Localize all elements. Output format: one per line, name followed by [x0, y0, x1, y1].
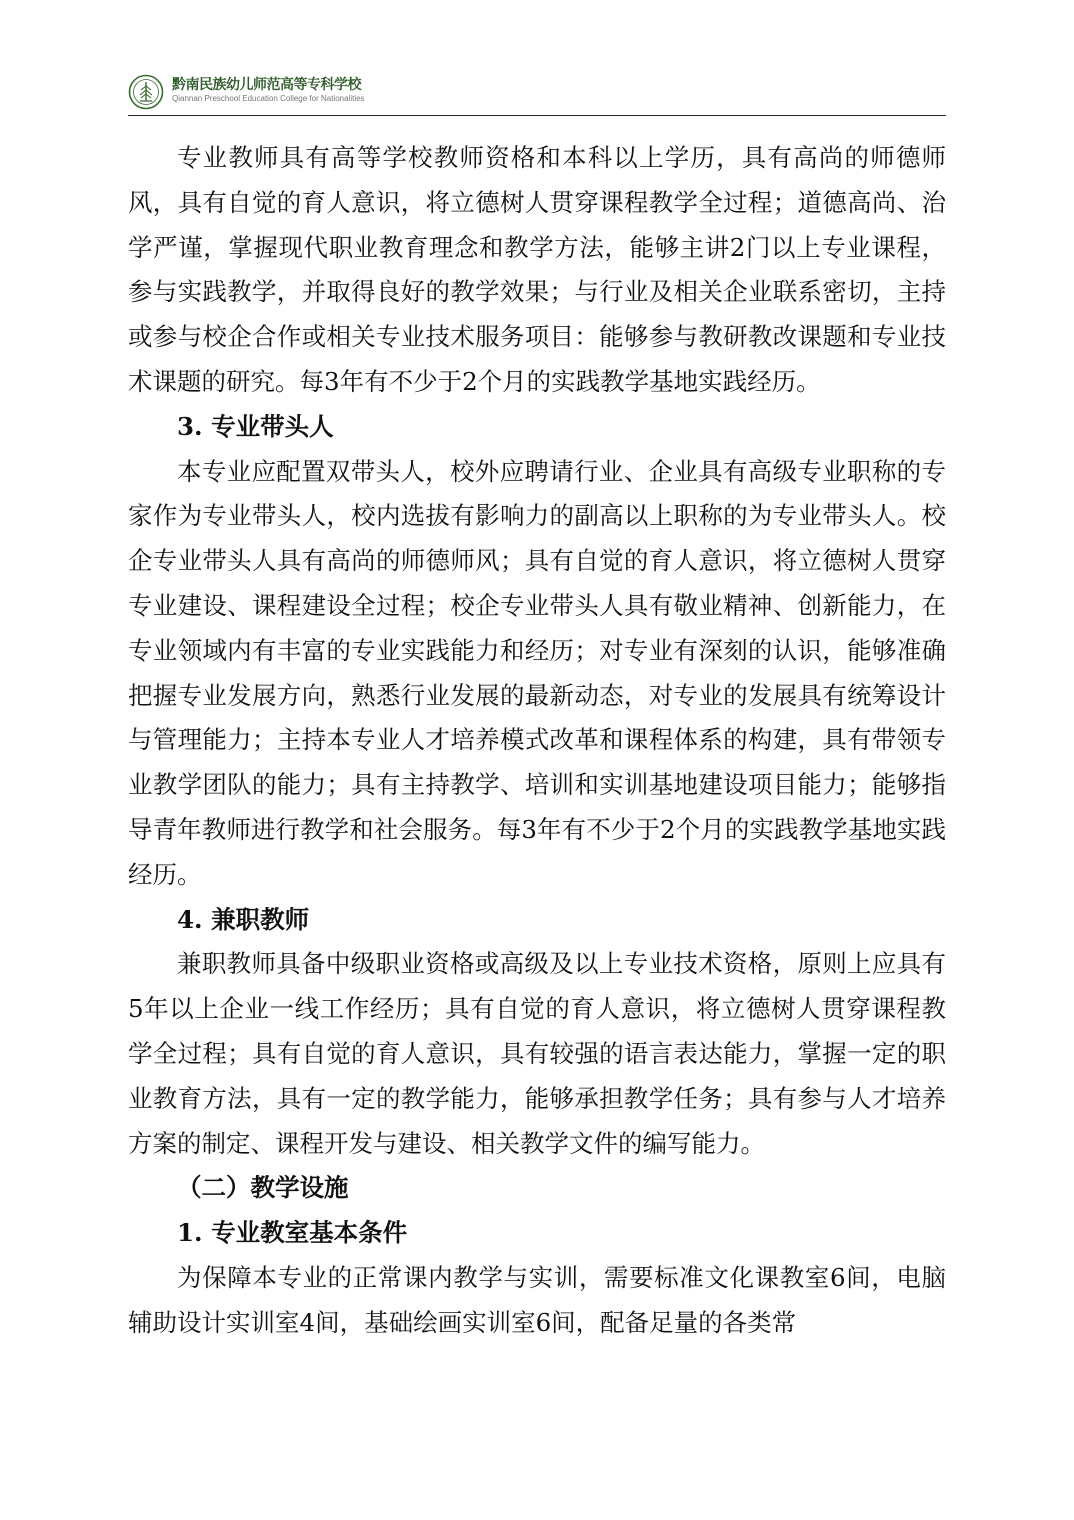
heading-parttime: 4. 兼职教师 — [177, 904, 310, 934]
heading-facilities: （二）教学设施 — [177, 1173, 349, 1203]
school-name-en: Qiannan Preschool Education College for Nationalities — [172, 94, 365, 103]
document-body — [128, 136, 946, 1346]
heading-leader: 3. 专业带头人 — [177, 411, 334, 441]
header-divider — [128, 115, 946, 116]
heading-classroom: 1. 专业教室基本条件 — [177, 1218, 408, 1248]
paragraph-teachers: 专业教师具有高等学校教师资格和本科以上学历，具有高尚的师德师风，具有自觉的育人意识，将立德树人贯穿课程教学全过程；道德高尚、治学严谨，掌握现代职业教育理念和教学方法，能够主讲2门以上专业课程，参与实践教学，并取得良好的教学效果；与行业及相关企业联系密切，主持或参与校企合作或相关专业技术服务项目：能够参与教研教改课题和专业技术课题的研究。每3年有不少于2个月的实践教学基地实践经历。 — [128, 143, 946, 396]
paragraph-leader: 本专业应配置双带头人，校外应聘请行业、企业具有高级专业职称的专家作为专业带头人，校内选拔有影响力的副高以上职称的为专业带头人。校企专业带头人具有高尚的师德师风；具有自觉的育人意识，将立德树人贯穿专业建设、课程建设全过程；校企专业带头人具有敬业精神、创新能力，在专业领域内有丰富的专业实践能力和经历；对专业有深刻的认识，能够准确把握专业发展方向，熟悉行业发展的最新动态，对专业的发展具有统筹设计与管理能力；主持本专业人才培养模式改革和课程体系的构建，具有带领专业教学团队的能力；具有主持教学、培训和实训基地建设项目能力；能够指导青年教师进行教学和社会服务。每3年有不少于2个月的实践教学基地实践经历。 — [128, 456, 946, 889]
paragraph-parttime: 兼职教师具备中级职业资格或高级及以上专业技术资格，原则上应具有5年以上企业一线工作经历；具有自觉的育人意识，将立德树人贯穿课程教学全过程；具有自觉的育人意识，具有较强的语言表达能力，掌握一定的职业教育方法，具有一定的教学能力，能够承担教学任务；具有参与人才培养方案的制定、课程开发与建设、相关教学文件的编写能力。 — [128, 949, 946, 1158]
school-name-block — [172, 77, 472, 107]
school-seal-icon — [128, 74, 164, 110]
school-name-cn: 黔南民族幼儿师范高等专科学校 — [172, 77, 361, 93]
paragraph-classroom: 为保障本专业的正常课内教学与实训，需要标准文化课教室6间，电脑辅助设计实训室4间，基础绘画实训室6间，配备足量的各类常 — [128, 1262, 946, 1337]
page-header — [128, 72, 946, 116]
